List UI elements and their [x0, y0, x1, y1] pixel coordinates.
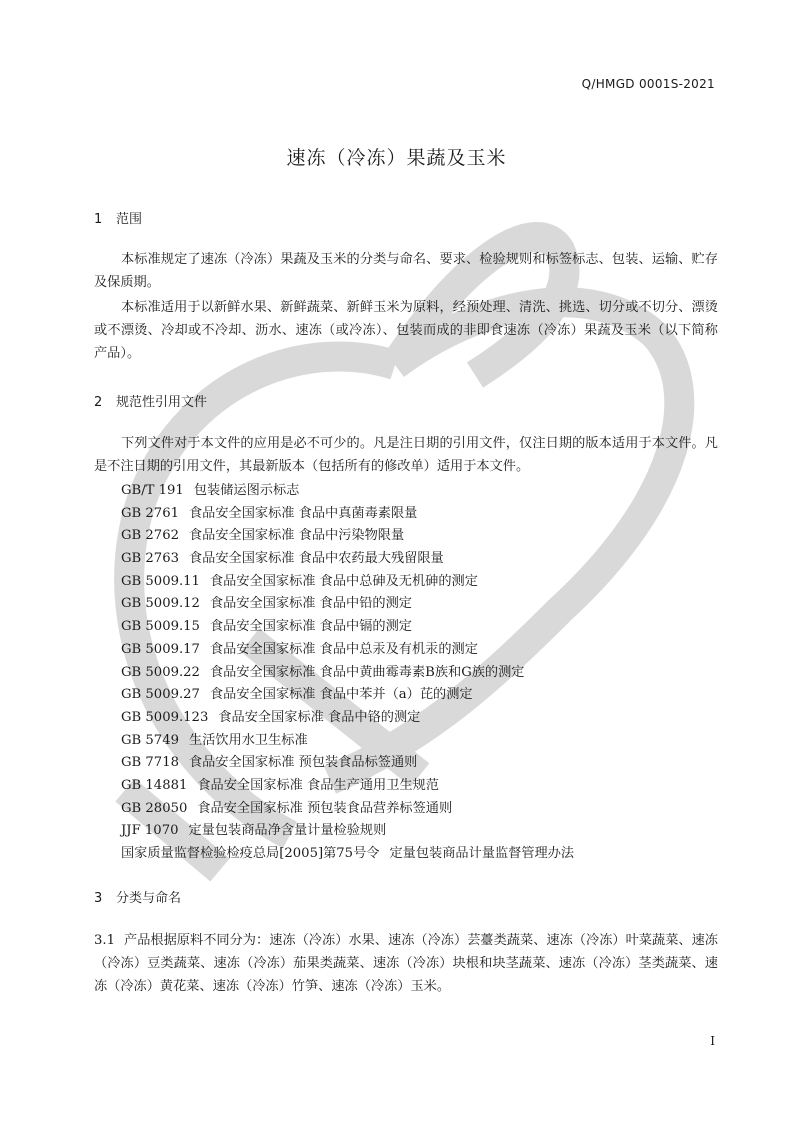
- reference-item: [121, 798, 574, 821]
- reference-item: [121, 616, 574, 639]
- section-number: 2: [94, 395, 103, 410]
- reference-item: [121, 548, 574, 571]
- reference-name: 食品安全国家标准 食品中铬的测定: [218, 709, 421, 725]
- reference-code: GB 7718: [121, 755, 179, 771]
- section-number: 3: [94, 891, 103, 906]
- reference-item: [121, 593, 574, 616]
- reference-code: GB 5009.27: [121, 687, 200, 703]
- reference-name: 食品安全国家标准 预包装食品标签通则: [188, 755, 418, 771]
- reference-item: [121, 503, 574, 526]
- reference-code: GB 2761: [121, 505, 179, 521]
- reference-name: 食品安全国家标准 食品中真菌毒素限量: [188, 505, 418, 521]
- reference-name: 食品安全国家标准 食品生产通用卫生规范: [197, 777, 439, 793]
- reference-name: 食品安全国家标准 食品中苯并（a）芘的测定: [209, 687, 473, 703]
- reference-name: 包装储运图示标志: [193, 483, 300, 498]
- document-title: 速冻（冷冻）果蔬及玉米: [286, 147, 507, 169]
- section-title: 范围: [116, 212, 143, 227]
- reference-name: 食品安全国家标准 食品中农药最大残留限量: [188, 551, 444, 567]
- reference-item: [121, 571, 574, 594]
- reference-item: [121, 662, 574, 685]
- scope-paragraph-2: 本标准适用于以新鲜水果、新鲜蔬菜、新鲜玉米为原料，经预处理、清洗、挑选、切分或不切分、漂烫或不漂烫、冷却或不冷却、沥水、速冻（或冷冻）、包装而成的非即食速冻（冷冻）果蔬及玉米（以下简称产品）。: [94, 300, 718, 361]
- scope-paragraph-1: 本标准规定了速冻（冷冻）果蔬及玉米的分类与命名、要求、检验规则和标签标志、包装、运输、贮存及保质期。: [94, 252, 718, 290]
- reference-code: GB 5009.12: [121, 596, 200, 612]
- reference-name: 食品安全国家标准 食品中总汞及有机汞的测定: [209, 641, 478, 657]
- reference-name: 定量包装商品净含量计量检验规则: [188, 823, 387, 839]
- reference-item: [121, 707, 574, 730]
- reference-code: GB/T 191: [121, 483, 184, 498]
- reference-code: GB 5009.22: [121, 664, 200, 680]
- reference-name: 食品安全国家标准 食品中污染物限量: [188, 528, 405, 544]
- reference-code: GB 2762: [121, 528, 179, 544]
- reference-list: [121, 480, 574, 866]
- clause-text: 产品根据原料不同分为：速冻（冷冻）水果、速冻（冷冻）芸薹类蔬菜、速冻（冷冻）叶菜蔬菜、速冻（冷冻）豆类蔬菜、速冻（冷冻）茄果类蔬菜、速冻（冷冻）块根和块茎蔬菜、速冻（冷冻）茎类蔬菜、速冻（冷冻）黄花菜、速冻（冷冻）竹笋、速冻（冷冻）玉米。: [94, 933, 718, 994]
- clause-3-1: [94, 929, 718, 998]
- reference-code: GB 5009.15: [121, 619, 200, 635]
- reference-code: GB 5009.17: [121, 641, 200, 657]
- reference-name: 定量包装商品计量监督管理办法: [389, 846, 575, 861]
- section-heading-normative-refs: [94, 391, 207, 410]
- reference-item: [121, 639, 574, 662]
- reference-name: 食品安全国家标准 食品中黄曲霉毒素B族和G族的测定: [209, 664, 525, 680]
- reference-code: GB 5009.123: [121, 709, 209, 725]
- reference-name: 食品安全国家标准 食品中铅的测定: [209, 596, 412, 612]
- standard-code: Q/HMGD 0001S-2021: [581, 77, 715, 91]
- reference-name: 食品安全国家标准 食品中总砷及无机砷的测定: [209, 573, 478, 589]
- reference-name: 生活饮用水卫生标准: [188, 732, 308, 748]
- reference-code: GB 5749: [121, 732, 179, 748]
- normative-refs-intro: 下列文件对于本文件的应用是必不可少的。凡是注日期的引用文件，仅注日期的版本适用于本文件。凡是不注日期的引用文件，其最新版本（包括所有的修改单）适用于本文件。: [94, 436, 718, 474]
- reference-item: [121, 820, 574, 843]
- reference-code: 国家质量监督检验检疫总局[2005]第75号令: [121, 846, 380, 861]
- section-title: 规范性引用文件: [116, 395, 208, 410]
- reference-item: [121, 843, 574, 866]
- reference-name: 食品安全国家标准 预包装食品营养标签通则: [197, 800, 453, 816]
- reference-code: JJF 1070: [121, 823, 179, 839]
- reference-code: GB 14881: [121, 777, 188, 793]
- reference-code: GB 2763: [121, 551, 179, 567]
- reference-item: [121, 684, 574, 707]
- reference-item: [121, 752, 574, 775]
- reference-item: [121, 730, 574, 753]
- reference-item: [121, 525, 574, 548]
- reference-item: [121, 775, 574, 798]
- reference-code: GB 5009.11: [121, 573, 200, 589]
- reference-code: GB 28050: [121, 800, 188, 816]
- reference-item: [121, 480, 574, 503]
- clause-number: 3.1: [94, 933, 115, 948]
- reference-name: 食品安全国家标准 食品中镉的测定: [209, 619, 412, 635]
- section-title: 分类与命名: [116, 891, 182, 906]
- page-number: I: [710, 1034, 715, 1048]
- section-heading-scope: [94, 208, 142, 227]
- section-heading-classification: [94, 887, 181, 906]
- section-number: 1: [94, 212, 103, 227]
